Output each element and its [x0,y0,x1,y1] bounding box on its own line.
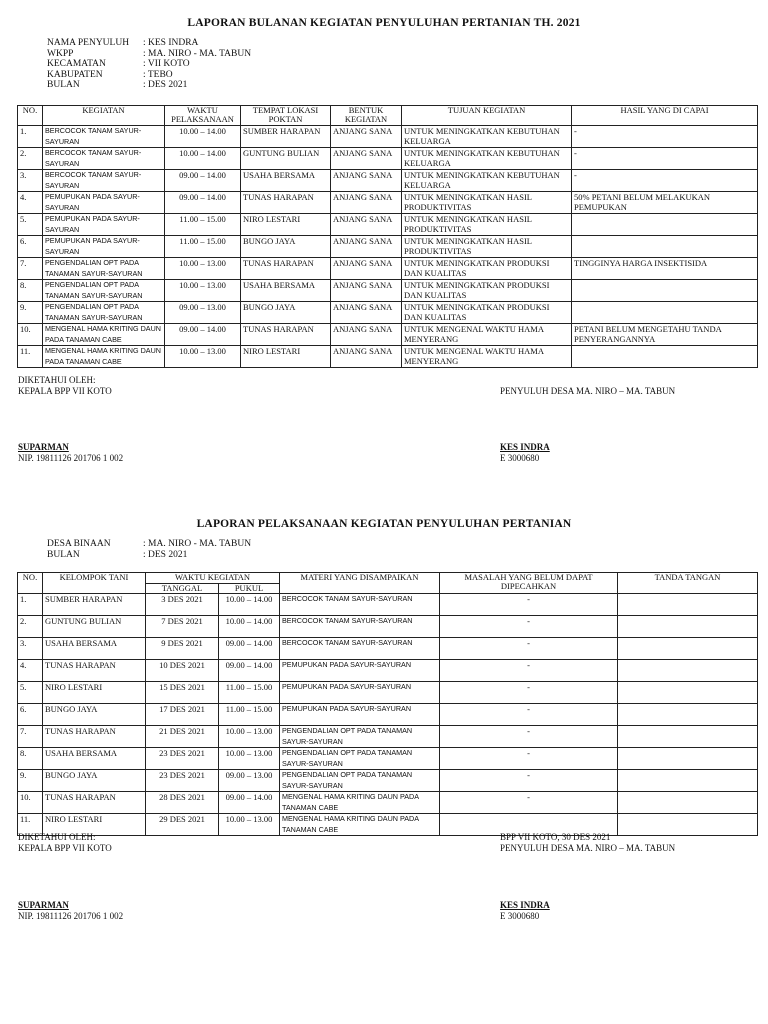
cell-waktu: 10.00 – 14.00 [165,126,241,148]
table-header-row [18,573,758,584]
cell-no: 4. [18,192,43,214]
cell-tujuan: UNTUK MENGENAL WAKTU HAMA MENYERANG [402,324,572,346]
meta-row [47,70,251,81]
cell-no: 7. [18,726,43,748]
table-row [18,660,758,682]
cell-waktu: 09.00 – 14.00 [165,192,241,214]
cell-no: 4. [18,660,43,682]
cell-no: 1. [18,126,43,148]
meta-value: : TEBO [143,69,173,80]
cell-no: 2. [18,148,43,170]
report1-title: LAPORAN BULANAN KEGIATAN PENYULUHAN PERTANIAN TH. 2021 [187,17,581,29]
cell-materi: MENGENAL HAMA KRITING DAUN PADA TANAMAN CABE [280,814,440,836]
cell-tanggal: 7 DES 2021 [146,616,219,638]
header-materi: MATERI YANG DISAMPAIKAN [280,573,440,594]
cell-tujuan: UNTUK MENINGKATKAN PRODUKSI DAN KUALITAS [402,302,572,324]
cell-no: 5. [18,682,43,704]
table-row [18,236,758,258]
cell-tanggal: 17 DES 2021 [146,704,219,726]
cell-tanda-tangan [618,660,758,682]
cell-tempat: BUNGO JAYA [241,236,331,258]
cell-waktu: 11.00 – 15.00 [165,214,241,236]
cell-bentuk: ANJANG SANA [331,302,402,324]
cell-tempat: TUNAS HARAPAN [241,192,331,214]
header-bentuk: BENTUK KEGIATAN [331,106,402,126]
cell-kegiatan: MENGENAL HAMA KRITING DAUN PADA TANAMAN CABE [43,324,165,346]
cell-pukul: 11.00 – 15.00 [219,682,280,704]
cell-waktu: 09.00 – 14.00 [165,170,241,192]
report1-right-signature [500,442,550,463]
cell-materi: MENGENAL HAMA KRITING DAUN PADA TANAMAN CABE [280,792,440,814]
cell-tujuan: UNTUK MENINGKATKAN KEBUTUHAN KELUARGA [402,126,572,148]
cell-hasil [572,280,758,302]
report1-meta [47,38,251,91]
cell-hasil: 50% PETANI BELUM MELAKUKAN PEMUPUKAN [572,192,758,214]
cell-tempat: TUNAS HARAPAN [241,324,331,346]
cell-masalah: - [440,682,618,704]
cell-kegiatan: PEMUPUKAN PADA SAYUR-SAYURAN [43,236,165,258]
header-no: NO. [18,573,43,594]
cell-tanggal: 23 DES 2021 [146,770,219,792]
cell-tempat: SUMBER HARAPAN [241,126,331,148]
cell-tujuan: UNTUK MENINGKATKAN PRODUKSI DAN KUALITAS [402,258,572,280]
cell-tempat: USAHA BERSAMA [241,170,331,192]
report2-table-body [18,594,758,836]
cell-waktu: 10.00 – 14.00 [165,148,241,170]
table-row [18,638,758,660]
report1-left-sign-title [18,375,112,396]
meta-row [47,80,251,91]
meta-key: BULAN [47,80,80,90]
cell-hasil [572,346,758,368]
report2-title: LAPORAN PELAKSANAAN KEGIATAN PENYULUHAN PERTANIAN [196,518,572,530]
table-row [18,770,758,792]
header-tempat: TEMPAT LOKASI POKTAN [241,106,331,126]
report1-table-body [18,126,758,368]
cell-tanggal: 3 DES 2021 [146,594,219,616]
table-header-row [18,106,758,126]
cell-kelompok: TUNAS HARAPAN [43,726,146,748]
cell-hasil: - [572,126,758,148]
cell-pukul: 09.00 – 13.00 [219,770,280,792]
cell-materi: PEMUPUKAN PADA SAYUR-SAYURAN [280,660,440,682]
cell-no: 11. [18,346,43,368]
cell-tempat: TUNAS HARAPAN [241,258,331,280]
cell-tanggal: 23 DES 2021 [146,748,219,770]
table-row [18,148,758,170]
cell-kelompok: USAHA BERSAMA [43,748,146,770]
header-hasil: HASIL YANG DI CAPAI [572,106,758,126]
cell-masalah: - [440,616,618,638]
cell-no: 7. [18,258,43,280]
cell-tujuan: UNTUK MENINGKATKAN HASIL PRODUKTIVITAS [402,214,572,236]
meta-value: : DES 2021 [143,549,188,560]
cell-tanggal: 21 DES 2021 [146,726,219,748]
cell-no: 2. [18,616,43,638]
table-row [18,704,758,726]
cell-masalah: - [440,638,618,660]
table-row [18,170,758,192]
cell-kelompok: USAHA BERSAMA [43,638,146,660]
cell-materi: BERCOCOK TANAM SAYUR-SAYURAN [280,638,440,660]
cell-tujuan: UNTUK MENINGKATKAN KEBUTUHAN KELUARGA [402,170,572,192]
cell-tempat: USAHA BERSAMA [241,280,331,302]
cell-bentuk: ANJANG SANA [331,148,402,170]
cell-materi: BERCOCOK TANAM SAYUR-SAYURAN [280,594,440,616]
report1-left-signature [18,442,123,463]
cell-kelompok: BUNGO JAYA [43,770,146,792]
cell-hasil [572,236,758,258]
table-row [18,280,758,302]
cell-materi: PENGENDALIAN OPT PADA TANAMAN SAYUR-SAYURAN [280,770,440,792]
cell-tanda-tangan [618,704,758,726]
cell-tanda-tangan [618,770,758,792]
cell-masalah: - [440,748,618,770]
cell-masalah: - [440,726,618,748]
cell-kelompok: BUNGO JAYA [43,704,146,726]
meta-key: NAMA PENYULUH [47,38,130,48]
cell-no: 3. [18,170,43,192]
signer-id: E 3000680 [500,452,540,463]
cell-no: 9. [18,770,43,792]
cell-materi: PENGENDALIAN OPT PADA TANAMAN SAYUR-SAYURAN [280,748,440,770]
meta-value: : MA. NIRO - MA. TABUN [143,48,252,59]
meta-key: BULAN [47,549,80,560]
header-kelompok: KELOMPOK TANI [43,573,146,594]
meta-value: : MA. NIRO - MA. TABUN [143,539,252,549]
cell-tanda-tangan [618,638,758,660]
cell-bentuk: ANJANG SANA [331,126,402,148]
cell-kegiatan: PEMUPUKAN PADA SAYUR-SAYURAN [43,214,165,236]
cell-kegiatan: BERCOCOK TANAM SAYUR-SAYURAN [43,126,165,148]
cell-masalah: - [440,660,618,682]
table-row [18,792,758,814]
cell-bentuk: ANJANG SANA [331,258,402,280]
cell-kegiatan: BERCOCOK TANAM SAYUR-SAYURAN [43,148,165,170]
cell-bentuk: ANJANG SANA [331,346,402,368]
cell-kelompok: SUMBER HARAPAN [43,594,146,616]
sign-known-by: DIKETAHUI OLEH: [18,832,96,842]
cell-no: 10. [18,792,43,814]
report2-right-signature [500,900,550,921]
cell-kelompok: GUNTUNG BULIAN [43,616,146,638]
header-tujuan: TUJUAN KEGIATAN [402,106,572,126]
meta-key: DESA BINAAN [47,539,111,549]
cell-kegiatan: BERCOCOK TANAM SAYUR-SAYURAN [43,170,165,192]
signer-name: SUPARMAN [18,442,69,452]
cell-tanggal: 28 DES 2021 [146,792,219,814]
cell-tanggal: 29 DES 2021 [146,814,219,836]
cell-tanggal: 15 DES 2021 [146,682,219,704]
cell-no: 11. [18,814,43,836]
cell-tempat: BUNGO JAYA [241,302,331,324]
cell-waktu: 09.00 – 14.00 [165,324,241,346]
cell-hasil: TINGGINYA HARGA INSEKTISIDA [572,258,758,280]
cell-tanda-tangan [618,748,758,770]
cell-hasil: PETANI BELUM MENGETAHU TANDA PENYERANGANNYA [572,324,758,346]
cell-tempat: GUNTUNG BULIAN [241,148,331,170]
cell-bentuk: ANJANG SANA [331,280,402,302]
cell-kelompok: NIRO LESTARI [43,814,146,836]
cell-masalah: - [440,594,618,616]
header-kegiatan: KEGIATAN [43,106,165,126]
cell-materi: PEMUPUKAN PADA SAYUR-SAYURAN [280,682,440,704]
signer-name: KES INDRA [500,442,550,452]
table-row [18,682,758,704]
cell-pukul: 11.00 – 15.00 [219,704,280,726]
meta-value: : DES 2021 [143,80,188,90]
report2-meta [47,539,251,560]
cell-bentuk: ANJANG SANA [331,324,402,346]
cell-tanda-tangan [618,682,758,704]
cell-waktu: 10.00 – 13.00 [165,258,241,280]
table-row [18,346,758,368]
cell-no: 9. [18,302,43,324]
cell-tujuan: UNTUK MENINGKATKAN HASIL PRODUKTIVITAS [402,192,572,214]
meta-key: KECAMATAN [47,59,106,69]
header-waktu: WAKTU KEGIATAN [146,573,280,584]
sign-place-date: BPP VII KOTO, 30 DES 2021 [500,832,611,842]
cell-masalah: - [440,770,618,792]
header-tanda-tangan: TANDA TANGAN [618,573,758,594]
header-pukul: PUKUL [219,584,280,594]
cell-pukul: 10.00 – 14.00 [219,616,280,638]
cell-waktu: 09.00 – 13.00 [165,302,241,324]
signer-id: NIP. 19811126 201706 1 002 [18,452,124,463]
cell-pukul: 09.00 – 14.00 [219,660,280,682]
cell-materi: BERCOCOK TANAM SAYUR-SAYURAN [280,616,440,638]
cell-hasil [572,302,758,324]
signer-id: E 3000680 [500,910,540,921]
cell-pukul: 09.00 – 14.00 [219,792,280,814]
header-waktu: WAKTU PELAKSANAAN [165,106,241,126]
cell-pukul: 10.00 – 13.00 [219,726,280,748]
table-row [18,616,758,638]
sign-extension-title: PENYULUH DESA MA. NIRO – MA. TABUN [500,842,676,853]
cell-tempat: NIRO LESTARI [241,346,331,368]
cell-tanda-tangan [618,616,758,638]
cell-kegiatan: MENGENAL HAMA KRITING DAUN PADA TANAMAN CABE [43,346,165,368]
cell-kegiatan: PENGENDALIAN OPT PADA TANAMAN SAYUR-SAYURAN [43,280,165,302]
cell-hasil: - [572,170,758,192]
cell-pukul: 09.00 – 14.00 [219,638,280,660]
table-row [18,214,758,236]
report2-left-sign-title [18,832,112,853]
report2-table [17,572,758,836]
cell-tanda-tangan [618,792,758,814]
cell-pukul: 10.00 – 13.00 [219,814,280,836]
cell-masalah: - [440,792,618,814]
cell-no: 5. [18,214,43,236]
cell-materi: PEMUPUKAN PADA SAYUR-SAYURAN [280,704,440,726]
cell-kegiatan: PEMUPUKAN PADA SAYUR-SAYURAN [43,192,165,214]
cell-no: 6. [18,704,43,726]
cell-tanda-tangan [618,594,758,616]
cell-tujuan: UNTUK MENGENAL WAKTU HAMA MENYERANG [402,346,572,368]
cell-tempat: NIRO LESTARI [241,214,331,236]
cell-bentuk: ANJANG SANA [331,170,402,192]
cell-no: 10. [18,324,43,346]
cell-kelompok: TUNAS HARAPAN [43,792,146,814]
cell-materi: PENGENDALIAN OPT PADA TANAMAN SAYUR-SAYURAN [280,726,440,748]
signer-id: NIP. 19811126 201706 1 002 [18,910,124,921]
table-row [18,594,758,616]
sign-head-title: KEPALA BPP VII KOTO [18,842,112,853]
cell-hasil [572,214,758,236]
cell-kegiatan: PENGENDALIAN OPT PADA TANAMAN SAYUR-SAYURAN [43,302,165,324]
meta-row [47,550,251,561]
cell-kegiatan: PENGENDALIAN OPT PADA TANAMAN SAYUR-SAYURAN [43,258,165,280]
meta-value: : KES INDRA [143,38,199,48]
header-tanggal: TANGGAL [146,584,219,594]
meta-key: KABUPATEN [47,69,103,80]
cell-pukul: 10.00 – 14.00 [219,594,280,616]
cell-no: 8. [18,748,43,770]
cell-waktu: 10.00 – 13.00 [165,346,241,368]
cell-tujuan: UNTUK MENINGKATKAN KEBUTUHAN KELUARGA [402,148,572,170]
signer-name: KES INDRA [500,900,550,910]
sign-head-title: KEPALA BPP VII KOTO [18,385,112,396]
cell-no: 1. [18,594,43,616]
sign-known-by: DIKETAHUI OLEH: [18,375,96,385]
cell-tanggal: 9 DES 2021 [146,638,219,660]
cell-bentuk: ANJANG SANA [331,214,402,236]
report1-right-sign-title: PENYULUH DESA MA. NIRO – MA. TABUN [500,386,676,396]
cell-tanggal: 10 DES 2021 [146,660,219,682]
cell-tanda-tangan [618,726,758,748]
header-masalah: MASALAH YANG BELUM DAPAT DIPECAHKAN [440,573,618,594]
report2-left-signature [18,900,123,921]
table-row [18,258,758,280]
cell-no: 8. [18,280,43,302]
cell-tujuan: UNTUK MENINGKATKAN PRODUKSI DAN KUALITAS [402,280,572,302]
report2-right-sign-title [500,832,675,853]
table-row [18,126,758,148]
cell-kelompok: NIRO LESTARI [43,682,146,704]
cell-masalah: - [440,704,618,726]
signer-name: SUPARMAN [18,900,69,910]
cell-no: 6. [18,236,43,258]
meta-row [47,539,251,550]
meta-row [47,49,251,60]
cell-waktu: 10.00 – 13.00 [165,280,241,302]
header-no: NO. [18,106,43,126]
cell-pukul: 10.00 – 13.00 [219,748,280,770]
table-row [18,748,758,770]
cell-tujuan: UNTUK MENINGKATKAN HASIL PRODUKTIVITAS [402,236,572,258]
table-row [18,192,758,214]
cell-bentuk: ANJANG SANA [331,236,402,258]
cell-no: 3. [18,638,43,660]
cell-kelompok: TUNAS HARAPAN [43,660,146,682]
table-row [18,302,758,324]
meta-row [47,59,251,70]
cell-bentuk: ANJANG SANA [331,192,402,214]
meta-row [47,38,251,49]
report1-table [17,105,758,368]
meta-value: : VII KOTO [143,59,190,69]
meta-key: WKPP [47,48,74,59]
cell-hasil: - [572,148,758,170]
cell-waktu: 11.00 – 15.00 [165,236,241,258]
table-row [18,726,758,748]
table-row [18,324,758,346]
